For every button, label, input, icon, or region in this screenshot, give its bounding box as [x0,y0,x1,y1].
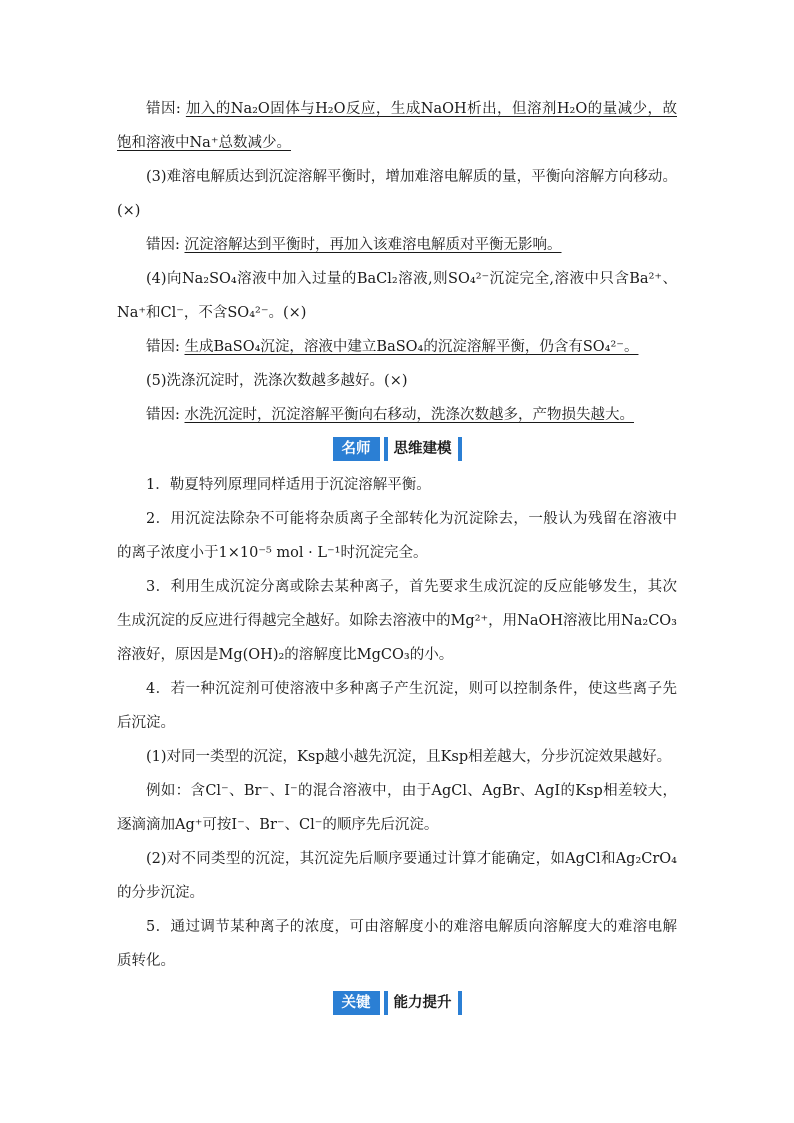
header-title: 能力提升 [393,995,452,1011]
error-reason-4 [117,330,677,364]
section-header-thinking-model [117,434,677,464]
model-point-2: 2．用沉淀法除杂不可能将杂质离子全部转化为沉淀除去，一般认为残留在溶液中的离子浓度小于1×10⁻⁵ mol · L⁻¹时沉淀完全。 [117,511,677,561]
statement-3: (3)难溶电解质达到沉淀溶解平衡时，增加难溶电解质的量，平衡向溶解方向移动。(×) [117,169,677,219]
model-point-3: 3．利用生成沉淀分离或除去某种离子，首先要求生成沉淀的反应能够发生，其次生成沉淀的反应进行得越完全越好。如除去溶液中的Mg²⁺，用NaOH溶液比用Na₂CO₃溶液好，原因是Mg(OH)₂的溶解度比MgCO₃的小。 [117,579,677,663]
header-bar-right [458,437,462,461]
section-header-badge [333,991,462,1015]
statement-5: (5)洗涤沉淀时，洗涤次数越多越好。(×) [146,373,408,389]
error-text: 加入的Na₂O固体与H₂O反应，生成NaOH析出，但溶剂H₂O的量减少，故饱和溶液中Na⁺总数减少。 [117,101,677,151]
header-title: 思维建模 [393,441,452,457]
error-text: 沉淀溶解达到平衡时，再加入该难溶电解质对平衡无影响。 [184,237,562,253]
error-reason-1 [117,92,677,160]
model-point-1: 1．勒夏特列原理同样适用于沉淀溶解平衡。 [146,477,431,493]
model-point-5: 5．通过调节某种离子的浓度，可由溶解度小的难溶电解质向溶解度大的难溶电解质转化。 [117,919,677,969]
section-header-ability [117,988,677,1018]
error-text: 水洗沉淀时，沉淀溶解平衡向右移动，洗涤次数越多，产物损失越大。 [184,407,634,423]
model-point-4-example: 例如：含Cl⁻、Br⁻、I⁻的混合溶液中，由于AgCl、AgBr、AgI的Ksp相差较大，逐滴滴加Ag⁺可按I⁻、Br⁻、Cl⁻的顺序先后沉淀。 [117,783,677,833]
error-label: 错因: [146,339,180,355]
error-reason-3 [117,228,677,262]
error-label: 错因: [146,101,181,117]
error-label: 错因: [146,407,180,423]
model-point-4: 4．若一种沉淀剂可使溶液中多种离子产生沉淀，则可以控制条件，使这些离子先后沉淀。 [117,681,677,731]
model-point-4-2: (2)对不同类型的沉淀，其沉淀先后顺序要通过计算才能确定，如AgCl和Ag₂CrO₄的分步沉淀。 [117,851,677,901]
model-point-4-1: (1)对同一类型的沉淀，Ksp越小越先沉淀，且Ksp相差越大，分步沉淀效果越好。 [146,749,672,765]
section-header-badge [333,437,462,461]
error-reason-5 [117,398,677,432]
error-label: 错因: [146,237,180,253]
header-bar-right [458,991,462,1015]
document-body [117,92,677,1022]
header-box-label: 名师 [333,437,380,461]
error-text: 生成BaSO₄沉淀，溶液中建立BaSO₄的沉淀溶解平衡，仍含有SO₄²⁻。 [184,339,639,355]
statement-4: (4)向Na₂SO₄溶液中加入过量的BaCl₂溶液,则SO₄²⁻沉淀完全,溶液中只含Ba²⁺、Na⁺和Cl⁻，不含SO₄²⁻。(×) [117,271,677,321]
header-box-label: 关键 [333,991,380,1015]
